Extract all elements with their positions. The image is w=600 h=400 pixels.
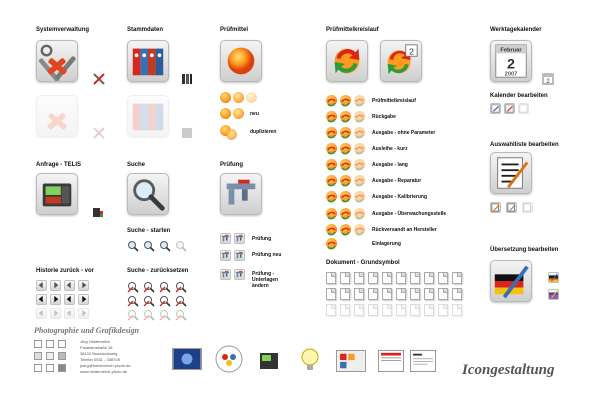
document-icon[interactable] [410, 272, 420, 284]
document-icon[interactable] [452, 288, 462, 300]
cycle-small-icon[interactable] [340, 159, 351, 170]
caliper-small-icon[interactable] [234, 233, 245, 244]
cycle-small-icon [354, 224, 365, 235]
color-swatch [34, 364, 42, 372]
calendar-small-day: 2 [546, 79, 550, 85]
history-forward-icon[interactable] [78, 280, 89, 291]
color-swatch [34, 340, 42, 348]
brand-city: 38102 Braunschweig [80, 351, 118, 356]
brand-name: Jörg Heidenreich [80, 339, 111, 344]
caliper-small-icon[interactable] [220, 250, 231, 261]
history-back-icon[interactable] [64, 294, 75, 305]
list-edit-small-alt-icon[interactable] [506, 202, 517, 213]
brand-email[interactable]: joerg@heidenreich-photo.de [80, 363, 131, 368]
cycle-small-icon [354, 143, 365, 154]
cycle-small-icon[interactable] [326, 175, 337, 186]
color-swatch [34, 352, 42, 360]
kreislauf-item-label: Ausgabe - ohne Parameter [372, 130, 436, 136]
calendar-year: 2007 [504, 71, 518, 78]
cycle-small-icon[interactable] [340, 191, 351, 202]
document-icon[interactable] [382, 288, 392, 300]
cycle-small-icon[interactable] [340, 143, 351, 154]
list-edit-icon[interactable] [490, 152, 532, 194]
document-icon [326, 304, 336, 316]
kreislauf-item-label: Ausleihe - kurz [372, 146, 408, 152]
section-title-anfrage: Anfrage - TELIS [36, 162, 82, 168]
cycle-small-icon[interactable] [326, 191, 337, 202]
document-icon[interactable] [396, 288, 406, 300]
kreislauf-item-label: Ausgabe - Reparatur [372, 178, 422, 184]
history-forward-icon[interactable] [78, 294, 89, 305]
document-icon[interactable] [354, 272, 364, 284]
calendar-edit-disabled-icon [518, 103, 529, 114]
search-reset-icon[interactable] [159, 294, 171, 306]
main-title: Icongestaltung [462, 362, 555, 378]
section-title-pruefmittel: Prüfmittel [220, 27, 249, 33]
cycle-small-icon[interactable] [326, 95, 337, 106]
history-forward-icon [78, 308, 89, 319]
search-reset-icon[interactable] [175, 280, 187, 292]
caliper-small-icon[interactable] [220, 269, 231, 280]
search-reset-icon [127, 308, 139, 320]
pruefung-label: Unterlagen [252, 277, 279, 283]
document-icon[interactable] [340, 272, 350, 284]
history-back-icon[interactable] [36, 294, 47, 305]
kreislauf-item-label: Einlagerung [372, 241, 401, 247]
document-icon[interactable] [424, 288, 434, 300]
document-icon[interactable] [424, 272, 434, 284]
pruefung-label: Prüfung neu [252, 252, 282, 258]
sun-small-disabled-icon [246, 92, 257, 103]
cycle-small-icon [354, 95, 365, 106]
caliper-icon[interactable] [220, 173, 262, 215]
section-title-dokument: Dokument - Grundsymbol [326, 260, 400, 266]
cycle-calendar-icon[interactable] [380, 40, 422, 82]
document-icon [382, 304, 392, 316]
document-icon [354, 304, 364, 316]
search-start-icon[interactable] [127, 239, 139, 251]
cycle-small-icon[interactable] [340, 95, 351, 106]
caliper-small-icon[interactable] [234, 250, 245, 261]
cycle-small-icon[interactable] [340, 208, 351, 219]
calendar-month: Februar [500, 47, 522, 54]
list-edit-small-icon[interactable] [490, 202, 501, 213]
search-reset-icon [143, 308, 155, 320]
document-icon [396, 304, 406, 316]
document-icon[interactable] [340, 288, 350, 300]
search-start-icon [175, 239, 187, 251]
kreislauf-item-label: Rückgabe [372, 114, 396, 120]
section-title-systemverwaltung: Systemverwaltung [36, 27, 90, 33]
history-forward-icon[interactable] [50, 294, 61, 305]
search-reset-icon [159, 308, 171, 320]
document-icon[interactable] [396, 272, 406, 284]
document-icon [452, 304, 462, 316]
sun-new-alt-icon[interactable] [233, 108, 244, 119]
thumbnail-terminal[interactable] [258, 350, 282, 372]
cycle-small-icon [354, 159, 365, 170]
document-icon[interactable] [326, 272, 336, 284]
cycle-small-icon [354, 208, 365, 219]
document-icon [424, 304, 434, 316]
brand-street: Fasanenstraße 18 [80, 345, 113, 350]
translate-small-icon[interactable] [548, 272, 559, 283]
calendar-day: 2 [507, 56, 515, 73]
cycle-small-icon[interactable] [340, 175, 351, 186]
tools-small-icon[interactable] [93, 72, 105, 84]
cycle-small-icon [354, 127, 365, 138]
kreislauf-item-label: Ausgabe - Kalibrierung [372, 194, 428, 200]
calendar-small-icon[interactable] [542, 72, 554, 84]
document-icon [410, 304, 420, 316]
cycle-small-icon[interactable] [326, 238, 337, 249]
cycle-small-icon[interactable] [340, 127, 351, 138]
cycle-small-icon[interactable] [340, 111, 351, 122]
sun-small-alt-icon[interactable] [233, 92, 244, 103]
kreislauf-item-label: Prüfmittelkreislauf [372, 98, 416, 104]
document-icon[interactable] [438, 288, 448, 300]
section-title-kreislauf: Prüfmittelkreislauf [326, 27, 379, 33]
pruefung-label: Prüfung - [252, 271, 275, 277]
tools-disabled-icon [36, 95, 78, 137]
color-swatch [58, 364, 66, 372]
thumbnail-screenshot[interactable] [378, 350, 404, 372]
document-icon[interactable] [368, 288, 378, 300]
cycle-small-icon[interactable] [326, 208, 337, 219]
search-reset-icon[interactable] [143, 280, 155, 292]
thumbnail-photo-blue[interactable] [172, 348, 202, 370]
color-swatch [58, 340, 66, 348]
thumbnail-icons-sheet[interactable] [336, 350, 366, 372]
section-title-kalender: Werktagekalender [490, 27, 542, 33]
magnifier-icon[interactable] [127, 173, 169, 215]
section-title-pruefung: Prüfung [220, 162, 243, 168]
sun-small-icon[interactable] [220, 92, 231, 103]
list-edit-small-disabled-icon [522, 202, 533, 213]
color-swatch [46, 364, 54, 372]
document-icon[interactable] [354, 288, 364, 300]
binders-small-icon[interactable] [181, 72, 193, 84]
caliper-small-icon[interactable] [220, 233, 231, 244]
history-back-icon[interactable] [64, 280, 75, 291]
color-swatch [46, 340, 54, 348]
calendar-edit-alt-icon[interactable] [504, 103, 515, 114]
document-icon[interactable] [326, 288, 336, 300]
search-reset-icon[interactable] [143, 294, 155, 306]
kreislauf-item-label: Ausgabe - lang [372, 162, 408, 168]
brand-web[interactable]: www.heidenreich-photo.de [80, 369, 128, 374]
history-back-icon [36, 308, 47, 319]
section-title-auswahl: Auswahlliste bearbeiten [490, 142, 559, 148]
section-title-suche-reset: Suche - zurücksetzen [127, 268, 189, 274]
document-icon[interactable] [452, 272, 462, 284]
section-title-historie: Historie zurück - vor [36, 268, 95, 274]
cycle-small-icon [354, 111, 365, 122]
cycle-small-icon[interactable] [326, 159, 337, 170]
pruefung-label: Prüfung [252, 236, 272, 242]
search-start-icon[interactable] [159, 239, 171, 251]
document-icon [438, 304, 448, 316]
document-icon[interactable] [438, 272, 448, 284]
section-title-suche-starten: Suche - starten [127, 228, 171, 234]
kreislauf-item-label: Ausgabe - Überwachungsstelle [372, 211, 447, 217]
history-forward-icon[interactable] [50, 280, 61, 291]
thumbnail-document[interactable] [410, 350, 436, 372]
cycle-small-icon[interactable] [326, 111, 337, 122]
document-icon[interactable] [382, 272, 392, 284]
search-reset-icon[interactable] [159, 280, 171, 292]
terminal-icon[interactable] [36, 173, 78, 215]
translate-small-alt-icon[interactable] [548, 289, 559, 300]
brand-phone: Telefon 0531 - 338708 [80, 357, 120, 362]
tools-small-disabled-icon [93, 126, 105, 138]
search-reset-icon[interactable] [127, 294, 139, 306]
sun-icon[interactable] [220, 40, 262, 82]
cycle-small-icon[interactable] [326, 127, 337, 138]
brand-title: Photographie und Grafikdesign [34, 326, 139, 335]
calendar-icon[interactable] [490, 40, 532, 82]
color-swatch [58, 352, 66, 360]
section-title-kalender-edit: Kalender bearbeiten [490, 93, 548, 99]
svg-text:2: 2 [409, 46, 414, 57]
calendar-edit-icon[interactable] [490, 103, 501, 114]
color-swatch [46, 352, 54, 360]
section-title-uebersetzung: Übersetzung bearbeiten [490, 247, 559, 253]
document-icon [340, 304, 350, 316]
history-forward-icon [50, 308, 61, 319]
document-icon[interactable] [410, 288, 420, 300]
history-back-icon[interactable] [36, 280, 47, 291]
terminal-small-icon[interactable] [92, 205, 104, 217]
binders-icon[interactable] [127, 40, 169, 82]
history-back-icon [64, 308, 75, 319]
search-start-icon[interactable] [143, 239, 155, 251]
cycle-small-icon[interactable] [340, 224, 351, 235]
translate-flags-icon[interactable] [490, 260, 532, 302]
pruefung-label: ändern [252, 283, 269, 289]
sun-duplicate-overlay-icon [226, 129, 237, 140]
kreislauf-item-label: Rückversandt an Hersteller [372, 227, 437, 233]
caliper-small-icon[interactable] [234, 269, 245, 280]
tools-icon[interactable] [36, 40, 78, 82]
thumbnail-logo-circle[interactable] [214, 344, 244, 374]
section-title-stammdaten: Stammdaten [127, 27, 164, 33]
search-reset-icon [175, 308, 187, 320]
label-neu: neu [250, 111, 259, 117]
search-reset-icon[interactable] [175, 294, 187, 306]
sun-new-icon[interactable] [220, 108, 231, 119]
binders-small-disabled-icon [181, 126, 193, 138]
binders-disabled-icon [127, 95, 169, 137]
cycle-small-icon [354, 175, 365, 186]
cycle-small-icon [354, 191, 365, 202]
thumbnail-lightbulb[interactable] [298, 346, 322, 374]
cycle-small-icon[interactable] [326, 224, 337, 235]
section-title-suche: Suche [127, 162, 146, 168]
document-icon [368, 304, 378, 316]
label-duplizieren: duplizieren [250, 129, 277, 135]
document-icon[interactable] [368, 272, 378, 284]
cycle-icon[interactable] [326, 40, 368, 82]
search-reset-icon[interactable] [127, 280, 139, 292]
cycle-small-icon[interactable] [326, 143, 337, 154]
